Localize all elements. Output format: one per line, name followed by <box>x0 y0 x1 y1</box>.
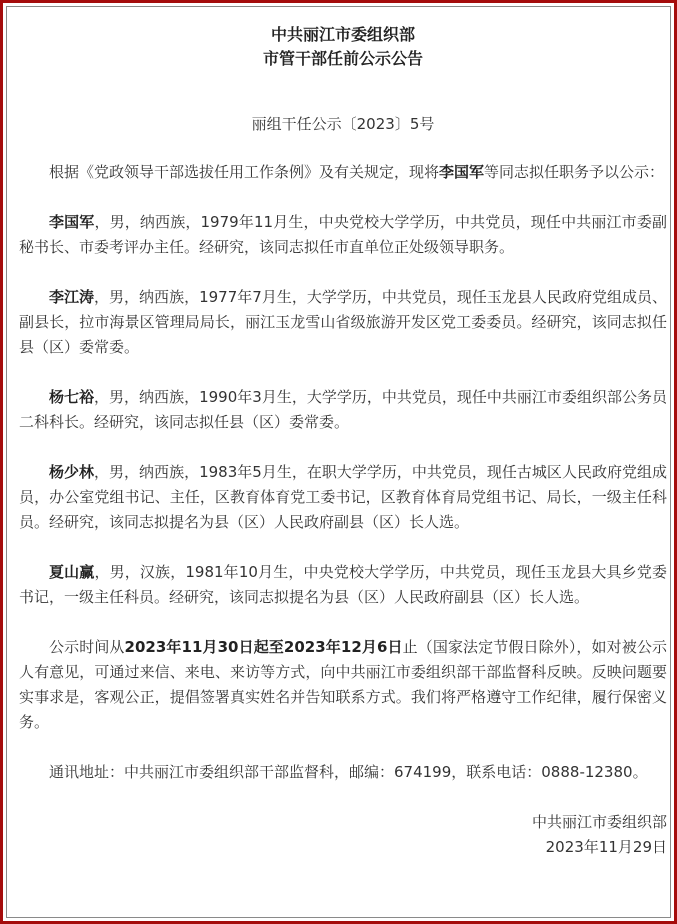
candidate-paragraph <box>19 385 667 435</box>
title-announcement: 市管干部任前公示公告 <box>262 49 423 68</box>
candidate-details: ，男，纳西族，1990年3月生，大学学历，中共党员，现任中共丽江市委组织部公务员二科科长。经研究，该同志拟任县（区）委常委。 <box>19 388 667 431</box>
intro-text-after: 等同志拟任职务予以公示： <box>484 163 665 181</box>
candidate-paragraph <box>19 210 667 260</box>
candidate-name: 李江涛 <box>49 288 95 306</box>
intro-text-before: 根据《党政领导干部选拔任用工作条例》及有关规定，现将 <box>49 163 440 181</box>
intro-paragraph <box>19 160 667 185</box>
document-number: 丽组干任公示〔2023〕5号 <box>251 115 435 133</box>
signature-organization: 中共丽江市委组织部 <box>531 813 667 831</box>
candidate-paragraph <box>19 285 667 360</box>
candidate-details: ，男，纳西族，1977年7月生，大学学历，中共党员，现任玉龙县人民政府党组成员、副县长，拉市海景区管理局局长，丽江玉龙雪山省级旅游开发区党工委委员。经研究，该同志拟任县（区）委常委。 <box>19 288 667 356</box>
publicity-text-before: 公示时间从 <box>49 638 125 656</box>
notice-inner-border <box>6 6 671 918</box>
signature-date: 2023年11月29日 <box>545 838 667 856</box>
publicity-paragraph <box>19 635 667 735</box>
candidate-details: ，男，纳西族，1979年11月生，中央党校大学学历，中共党员，现任中共丽江市委副秘书长、市委考评办主任。经研究，该同志拟任市直单位正处级领导职务。 <box>19 213 667 256</box>
candidate-name: 杨七裕 <box>49 388 95 406</box>
candidate-name: 李国军 <box>49 213 95 231</box>
candidate-name: 夏山赢 <box>49 563 95 581</box>
contact-paragraph: 通讯地址：中共丽江市委组织部干部监督科，邮编：674199，联系电话：0888-12380。 <box>49 763 648 781</box>
candidate-name: 杨少林 <box>49 463 95 481</box>
candidate-paragraph <box>19 560 667 610</box>
notice-content <box>19 7 667 860</box>
title-organization: 中共丽江市委组织部 <box>270 25 415 44</box>
candidate-paragraph <box>19 460 667 535</box>
publicity-period: 2023年11月30日起至2023年12月6日 <box>124 638 403 656</box>
intro-highlight-name: 李国军 <box>439 163 485 181</box>
publicity-text-after: 止（国家法定节假日除外），如对被公示人有意见，可通过来信、来电、来访等方式，向中共丽江市委组织部干部监督科反映。反映问题要实事求是，客观公正，提倡签署真实姓名并告知联系方式。我们将严格遵守工作纪律，履行保密义务。 <box>19 638 667 731</box>
candidate-details: ，男，纳西族，1983年5月生，在职大学学历，中共党员，现任古城区人民政府党组成员，办公室党组书记、主任，区教育体育党工委书记，区教育体育局党组书记、局长，一级主任科员。经研究，该同志拟提名为县（区）人民政府副县（区）长人选。 <box>19 463 667 531</box>
candidate-details: ，男，汉族，1981年10月生，中央党校大学学历，中共党员，现任玉龙县大具乡党委书记，一级主任科员。经研究，该同志拟提名为县（区）人民政府副县（区）长人选。 <box>19 563 667 606</box>
